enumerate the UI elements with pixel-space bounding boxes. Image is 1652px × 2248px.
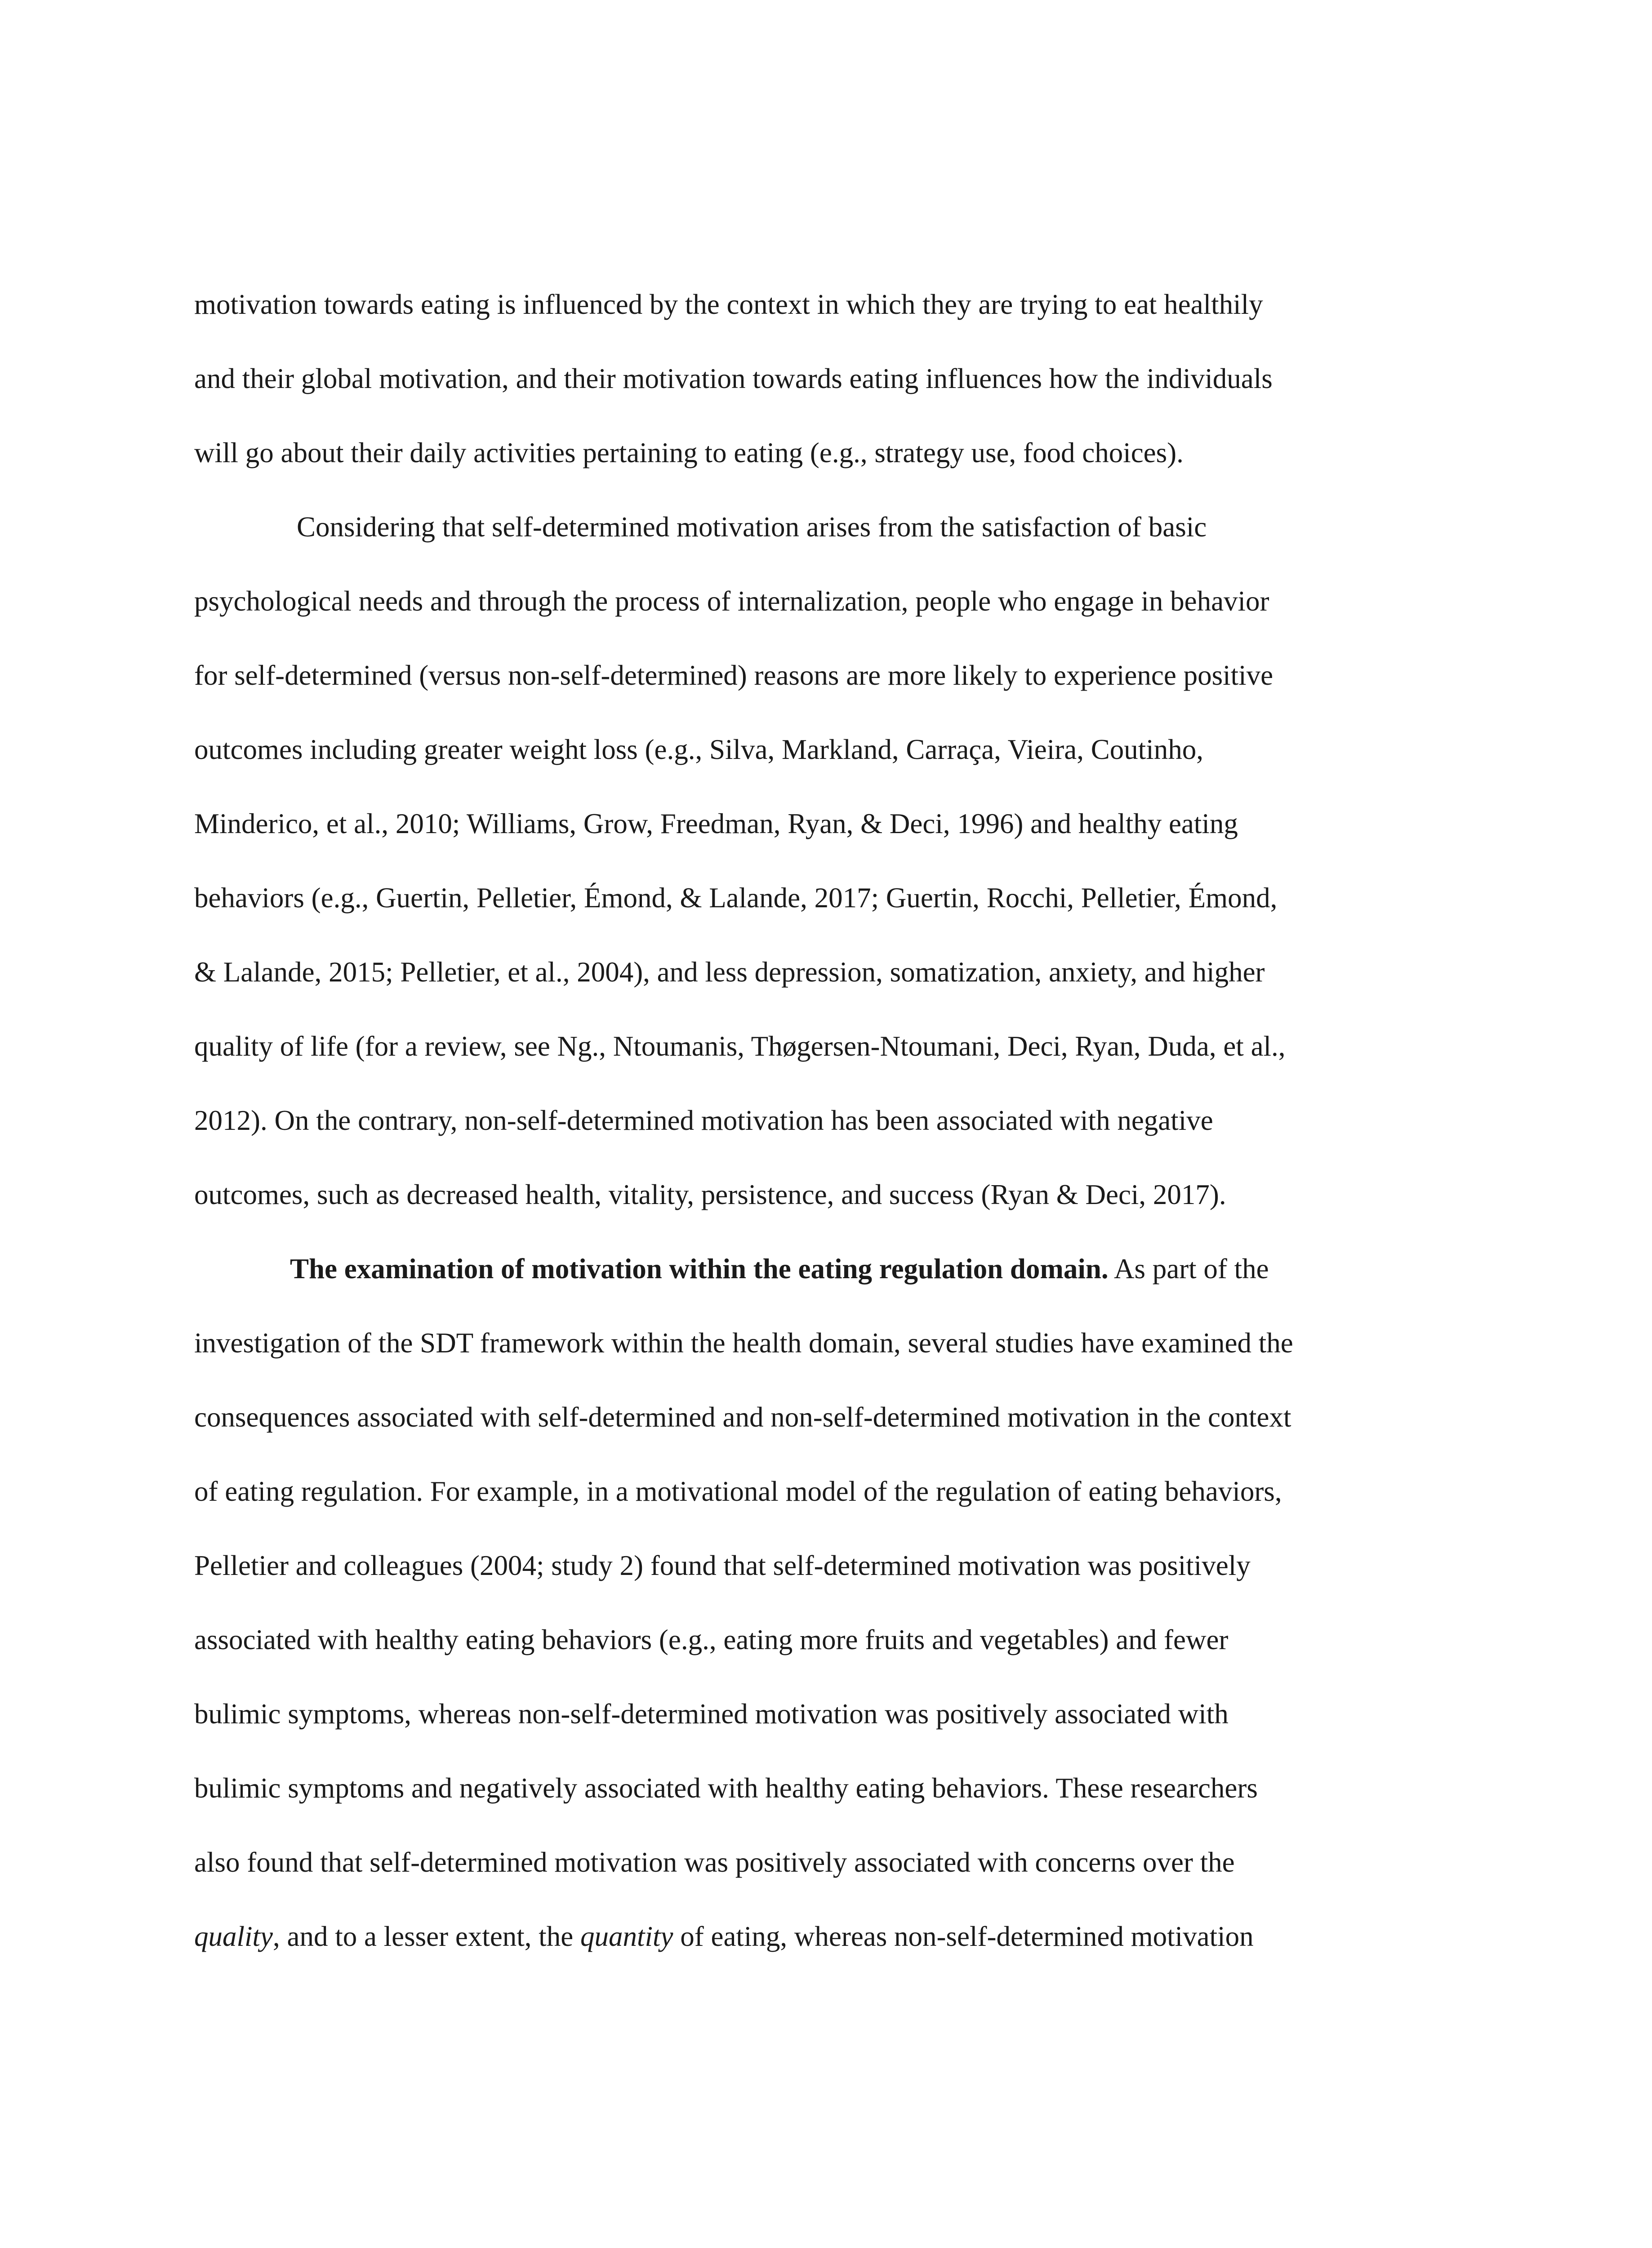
text-line: Considering that self-determined motivation arises from the satisfaction of basic bbox=[297, 511, 1207, 543]
text-line: motivation towards eating is influenced by the context in which they are trying to eat healthily bbox=[194, 289, 1263, 320]
text-line: Pelletier and colleagues (2004; study 2) found that self-determined motivation was positively bbox=[194, 1550, 1251, 1581]
text-line: & Lalande, 2015; Pelletier, et al., 2004), and less depression, somatization, anxiety, and higher bbox=[194, 956, 1265, 988]
text-line-mixed bbox=[194, 1922, 1254, 1951]
text-line: also found that self-determined motivation was positively associated with concerns over the bbox=[194, 1847, 1235, 1878]
text-run: of eating, whereas non-self-determined motivation bbox=[673, 1921, 1254, 1952]
text-line: outcomes including greater weight loss (e.g., Silva, Markland, Carraça, Vieira, Coutinho, bbox=[194, 734, 1203, 765]
section-heading: The examination of motivation within the eating regulation domain. bbox=[290, 1253, 1109, 1285]
text-line: associated with healthy eating behaviors (e.g., eating more fruits and vegetables) and fewer bbox=[194, 1624, 1229, 1655]
text-line: Minderico, et al., 2010; Williams, Grow, Freedman, Ryan, & Deci, 1996) and healthy eating bbox=[194, 808, 1238, 839]
text-line: investigation of the SDT framework within the health domain, several studies have examined the bbox=[194, 1327, 1293, 1359]
text-line: psychological needs and through the process of internalization, people who engage in behavior bbox=[194, 585, 1269, 617]
text-line: of eating regulation. For example, in a motivational model of the regulation of eating behaviors, bbox=[194, 1476, 1282, 1507]
italic-term: quantity bbox=[580, 1921, 673, 1952]
heading-tail-text: As part of the bbox=[1108, 1253, 1269, 1285]
text-line: 2012). On the contrary, non-self-determined motivation has been associated with negative bbox=[194, 1105, 1213, 1136]
section-heading-line bbox=[290, 1255, 1269, 1283]
text-line: and their global motivation, and their motivation towards eating influences how the individuals bbox=[194, 363, 1273, 394]
text-line: for self-determined (versus non-self-determined) reasons are more likely to experience positive bbox=[194, 660, 1274, 691]
text-line: will go about their daily activities pertaining to eating (e.g., strategy use, food choices). bbox=[194, 437, 1184, 468]
text-line: bulimic symptoms, whereas non-self-determined motivation was positively associated with bbox=[194, 1698, 1229, 1730]
text-line: outcomes, such as decreased health, vitality, persistence, and success (Ryan & Deci, 2017). bbox=[194, 1179, 1226, 1210]
text-line: consequences associated with self-determined and non-self-determined motivation in the context bbox=[194, 1401, 1291, 1433]
italic-term: quality bbox=[194, 1921, 273, 1952]
text-line: behaviors (e.g., Guertin, Pelletier, Émond, & Lalande, 2017; Guertin, Rocchi, Pelletier, Émond, bbox=[194, 882, 1278, 914]
text-line: bulimic symptoms and negatively associated with healthy eating behaviors. These researchers bbox=[194, 1772, 1258, 1804]
text-run: , and to a lesser extent, the bbox=[272, 1921, 581, 1952]
text-line: quality of life (for a review, see Ng., Ntoumanis, Thøgersen-Ntoumani, Deci, Ryan, Duda, et al., bbox=[194, 1030, 1286, 1062]
